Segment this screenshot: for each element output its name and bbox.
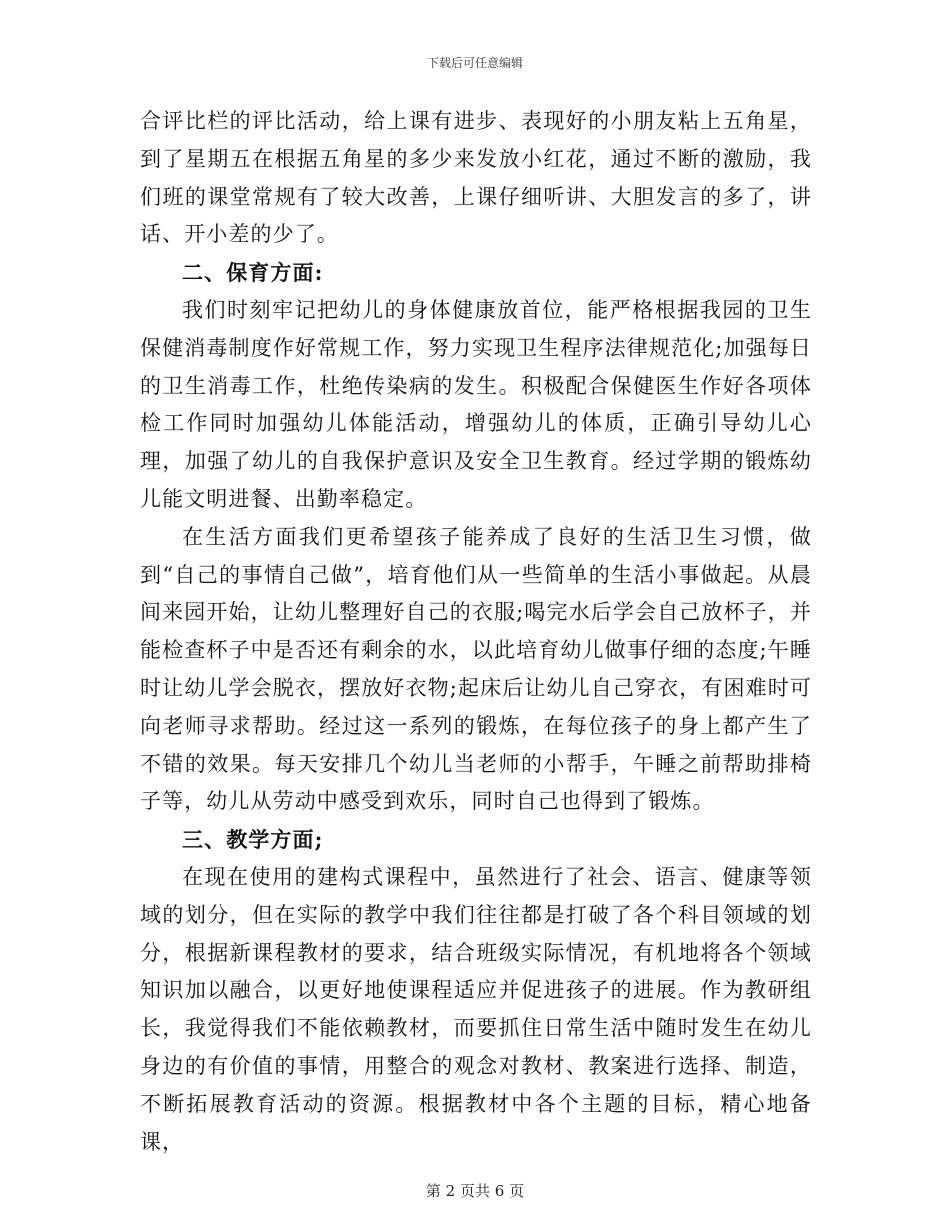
document-body [140,103,812,1161]
section-heading-teaching: 三、教学方面; [182,827,324,853]
page-number: 第 2 页共 6 页 [425,1182,525,1200]
paragraph-daily-life: 在生活方面我们更希望孩子能养成了良好的生活卫生习惯，做到“自己的事情自己做”，培育他们从一些简单的生活小事做起。从晨间来园开始，让幼儿整理好自己的衣服;喝完水后学会自己放杯子，并能检查杯子中是否还有剩余的水，以此培育幼儿做事仔细的态度;午睡时让幼儿学会脱衣，摆放好衣物;起床后让幼儿自己穿衣，有困难时可向老师寻求帮助。经过这一系列的锻炼，在每位孩子的身上都产生了不错的效果。每天安排几个幼儿当老师的小帮手，午睡之前帮助排椅子等，幼儿从劳动中感受到欢乐，同时自己也得到了锻炼。 [140,524,812,814]
paragraph-childcare-health: 我们时刻牢记把幼儿的身体健康放首位，能严格根据我园的卫生保健消毒制度作好常规工作，努力实现卫生程序法律规范化;加强每日的卫生消毒工作，杜绝传染病的发生。积极配合保健医生作好各项体检工作同时加强幼儿体能活动，增强幼儿的体质，正确引导幼儿心理，加强了幼儿的自我保护意识及安全卫生教育。经过学期的锻炼幼儿能文明进餐、出勤率稳定。 [140,297,812,511]
paragraph-continued: 合评比栏的评比活动，给上课有进步、表现好的小朋友粘上五角星，到了星期五在根据五角星的多少来发放小红花，通过不断的激励，我们班的课堂常规有了较大改善，上课仔细听讲、大胆发言的多了，讲话、开小差的少了。 [140,109,812,247]
paragraph-teaching: 在现在使用的建构式课程中，虽然进行了社会、语言、健康等领域的划分，但在实际的教学中我们往往都是打破了各个科目领域的划分，根据新课程教材的要求，结合班级实际情况，有机地将各个领域知识加以融合，以更好地使课程适应并促进孩子的进展。作为教研组长，我觉得我们不能依赖教材，而要抓住日常生活中随时发生在幼儿身边的有价值的事情，用整合的观念对教材、教案进行选择、制造，不断拓展教育活动的资源。根据教材中各个主题的目标，精心地备课， [140,864,812,1154]
page-header-note: 下载后可任意编辑 [426,56,523,70]
section-heading-childcare: 二、保育方面: [182,260,324,286]
